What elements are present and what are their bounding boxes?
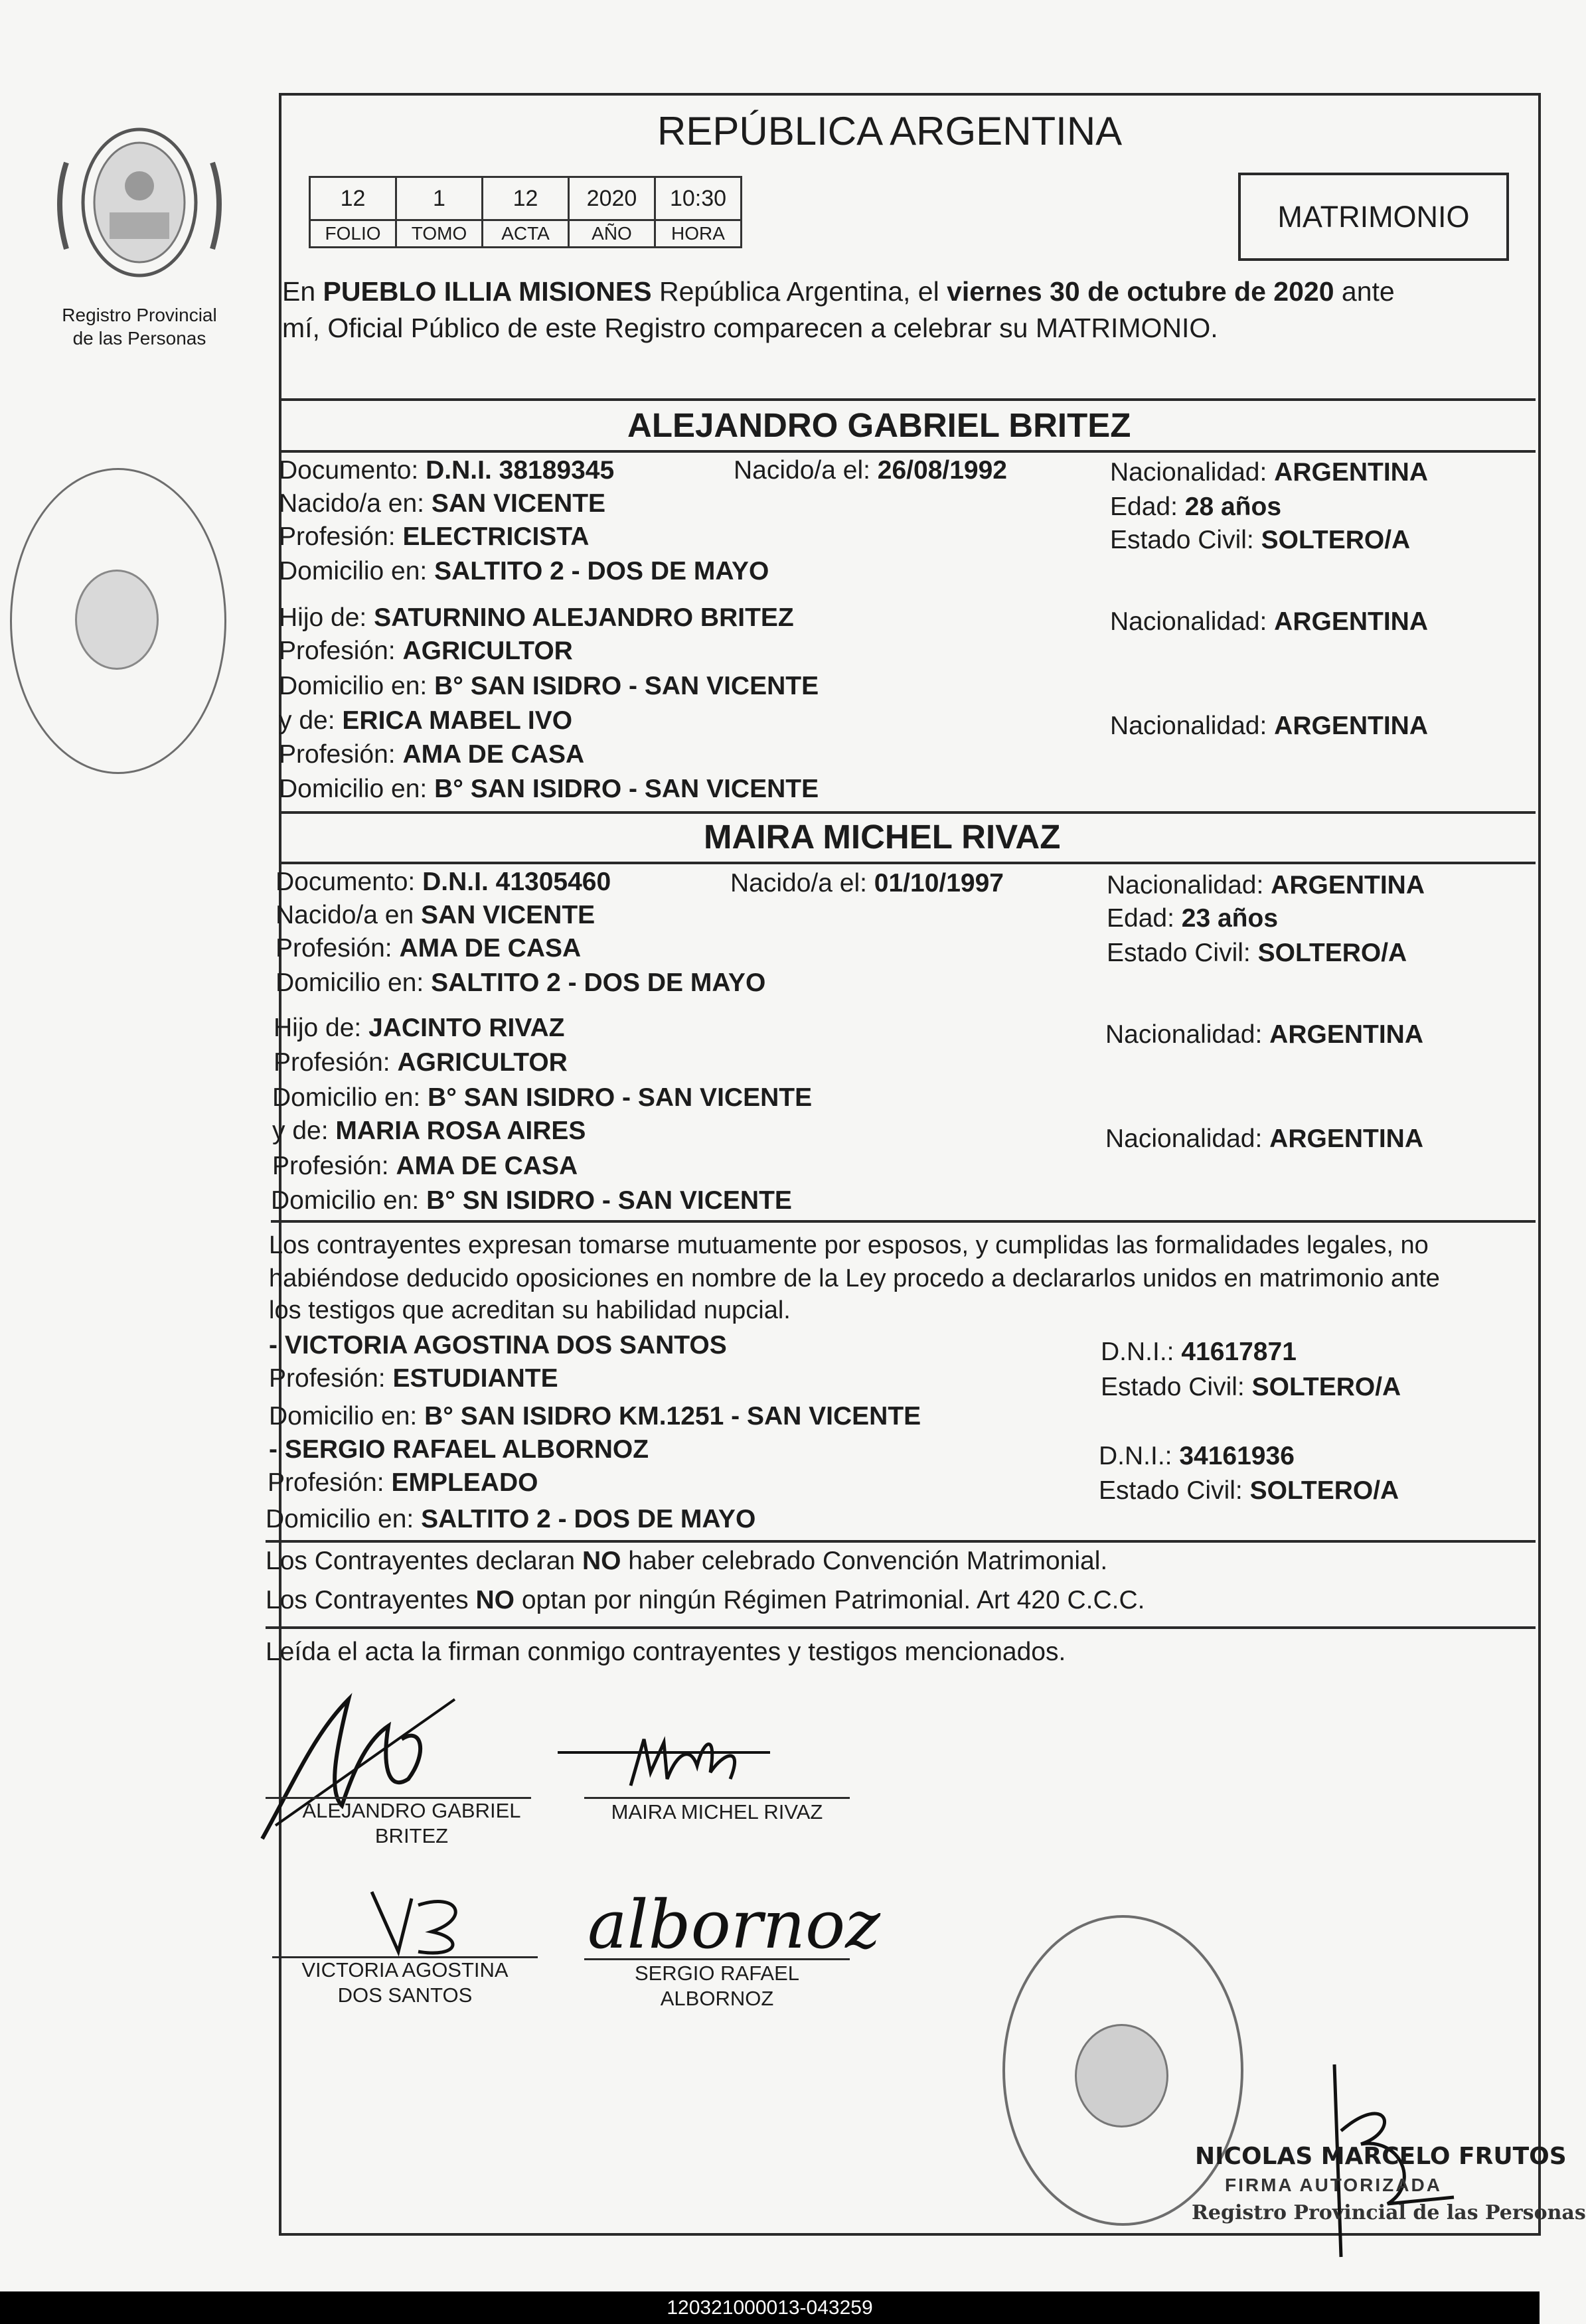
hora-value: 10:30 — [655, 177, 742, 220]
divider — [266, 1626, 1536, 1629]
spouse2-mother-addr — [271, 1185, 792, 1217]
profession-value: AMA DE CASA — [399, 934, 582, 963]
address-label: Domicilio en: — [279, 775, 428, 803]
spouse1-mother — [279, 705, 572, 737]
witness1-profession — [269, 1363, 558, 1395]
born-place-label: Nacido/a en: — [279, 489, 424, 518]
spouse2-born-date — [730, 868, 1004, 899]
spouse1-mother-nat — [1110, 710, 1428, 742]
official-role: FIRMA AUTORIZADA — [1225, 2175, 1442, 2195]
spouse1-born-place — [279, 488, 605, 520]
mother-value: MARIA ROSA AIRES — [335, 1117, 586, 1145]
provincia-misiones-seal-icon — [40, 123, 239, 295]
acta-type-label: MATRIMONIO — [1277, 200, 1470, 234]
spouse1-father-prof — [279, 635, 573, 667]
spouse2-father — [274, 1012, 565, 1044]
registry-logo — [40, 123, 239, 362]
spouse2-born-place — [276, 899, 595, 931]
spouse1-mother-addr — [279, 773, 819, 805]
intro-place: PUEBLO ILLIA MISIONES — [323, 276, 652, 307]
address-label: Domicilio en: — [279, 557, 428, 585]
spouse2-mother-prof — [272, 1150, 578, 1182]
nationality-value: ARGENTINA — [1269, 1124, 1424, 1153]
nationality-label: Nacionalidad: — [1105, 1124, 1263, 1153]
spouse1-born-date — [734, 455, 1007, 487]
witness2-civil — [1099, 1475, 1399, 1507]
civil-value: SOLTERO/A — [1257, 939, 1407, 967]
dni-label: D.N.I.: — [1099, 1442, 1172, 1470]
age-value: 23 años — [1181, 904, 1279, 933]
record-values-row — [310, 177, 742, 220]
divider — [279, 450, 1536, 453]
nationality-value: ARGENTINA — [1274, 458, 1429, 487]
spouse2-address — [276, 967, 765, 999]
spouse1-nationality — [1110, 457, 1428, 489]
spouse2-nationality — [1107, 870, 1425, 901]
address-value: B° SAN ISIDRO - SAN VICENTE — [428, 1083, 813, 1112]
convention-line-1 — [266, 1545, 1107, 1577]
spouse1-age — [1110, 491, 1281, 523]
spouse2-mother-nat — [1105, 1123, 1423, 1155]
page-title: REPÚBLICA ARGENTINA — [657, 109, 1123, 153]
doc-label: Documento: — [276, 868, 416, 896]
born-date-value: 26/08/1992 — [877, 456, 1007, 485]
acta-type-box — [1238, 173, 1509, 261]
doc-label: Documento: — [279, 456, 419, 485]
spouse2-father-nat — [1105, 1019, 1423, 1051]
signature-name-dos-santos-2: DOS SANTOS — [337, 1983, 473, 2007]
dni-value: 34161936 — [1179, 1442, 1295, 1470]
spouse1-doc — [279, 455, 614, 487]
address-label: Domicilio en: — [269, 1402, 418, 1431]
divider — [279, 862, 1536, 864]
signature-name-dos-santos-1: VICTORIA AGOSTINA — [301, 1958, 509, 1981]
witness2-profession — [268, 1467, 538, 1499]
divider — [266, 1540, 1536, 1543]
convention-no: NO — [582, 1547, 621, 1575]
address-value: B° SAN ISIDRO KM.1251 - SAN VICENTE — [424, 1402, 921, 1431]
record-labels-row — [310, 220, 742, 248]
nationality-value: ARGENTINA — [1271, 871, 1425, 899]
intro-line-2: mí, Oficial Público de este Registro comparecen a celebrar su MATRIMONIO. — [282, 313, 1218, 343]
spouse1-address — [279, 556, 769, 587]
spouse2-father-addr — [272, 1082, 812, 1114]
convention-text: haber celebrado Convención Matrimonial. — [621, 1547, 1108, 1575]
mother-label: y de: — [272, 1117, 329, 1145]
born-date-value: 01/10/1997 — [874, 869, 1004, 897]
official-name: NICOLAS MARCELO FRUTOS — [1195, 2143, 1567, 2170]
profession-label: Profesión: — [279, 637, 396, 665]
signature-name-albornoz-1: SERGIO RAFAEL — [634, 1962, 800, 1985]
acta-label: ACTA — [483, 220, 569, 248]
civil-label: Estado Civil: — [1110, 526, 1254, 554]
spouse1-mother-prof — [279, 739, 584, 771]
father-value: SATURNINO ALEJANDRO BRITEZ — [374, 603, 794, 632]
address-value: B° SAN ISIDRO - SAN VICENTE — [434, 775, 819, 803]
nationality-value: ARGENTINA — [1274, 712, 1429, 740]
spouse2-civil — [1107, 937, 1407, 969]
nationality-label: Nacionalidad: — [1110, 712, 1267, 740]
born-date-label: Nacido/a el: — [734, 456, 870, 485]
nationality-value: ARGENTINA — [1274, 607, 1429, 636]
signature-dos-santos-icon — [358, 1879, 491, 1965]
spouse1-name: ALEJANDRO GABRIEL BRITEZ — [627, 406, 1131, 444]
signature-name-albornoz-2: ALBORNOZ — [660, 1987, 774, 2010]
father-label: Hijo de: — [279, 603, 367, 632]
born-date-label: Nacido/a el: — [730, 869, 867, 897]
spouse1-civil — [1110, 524, 1410, 556]
hora-label: HORA — [655, 220, 742, 248]
registry-caption-1: Registro Provincial — [62, 305, 217, 325]
civil-value: SOLTERO/A — [1261, 526, 1411, 554]
intro-text-c: ante — [1334, 276, 1395, 307]
age-label: Edad: — [1110, 493, 1178, 521]
declaration-line-3: los testigos que acreditan su habilidad nupcial. — [269, 1296, 791, 1324]
spouse1-father — [279, 602, 794, 634]
profession-value: AGRICULTOR — [402, 637, 573, 665]
spouse2-father-prof — [274, 1047, 568, 1079]
civil-value: SOLTERO/A — [1249, 1476, 1399, 1505]
witness2-dni — [1099, 1440, 1295, 1472]
profession-value: ELECTRICISTA — [402, 522, 590, 551]
civil-value: SOLTERO/A — [1251, 1373, 1401, 1401]
witness1-civil — [1101, 1371, 1401, 1403]
address-label: Domicilio en: — [272, 1083, 421, 1112]
address-value: SALTITO 2 - DOS DE MAYO — [421, 1505, 756, 1533]
intro-text-a: En — [282, 276, 323, 307]
spouse1-profession — [279, 521, 589, 553]
doc-value: D.N.I. 38189345 — [426, 456, 615, 485]
address-label: Domicilio en: — [279, 672, 428, 700]
closing-statement: Leída el acta la firman conmigo contrayentes y testigos mencionados. — [266, 1638, 1066, 1666]
anio-value: 2020 — [569, 177, 655, 220]
folio-label: FOLIO — [310, 220, 396, 248]
witness2-name: - SERGIO RAFAEL ALBORNOZ — [269, 1435, 649, 1464]
address-value: B° SN ISIDRO - SAN VICENTE — [426, 1186, 792, 1215]
nationality-label: Nacionalidad: — [1107, 871, 1264, 899]
divider — [279, 398, 1536, 401]
spouse2-age — [1107, 903, 1278, 935]
signature-name-rivaz: MAIRA MICHEL RIVAZ — [611, 1800, 823, 1823]
nationality-value: ARGENTINA — [1269, 1020, 1424, 1049]
profession-value: ESTUDIANTE — [392, 1364, 558, 1393]
father-label: Hijo de: — [274, 1014, 362, 1042]
witness2-address — [266, 1504, 755, 1535]
official-org: Registro Provincial de las Personas — [1192, 2201, 1586, 2224]
born-place-value: SAN VICENTE — [420, 901, 595, 929]
born-place-label: Nacido/a en — [276, 901, 414, 929]
convention-text: Los Contrayentes — [266, 1586, 476, 1614]
profession-value: AMA DE CASA — [396, 1152, 578, 1180]
address-label: Domicilio en: — [276, 968, 424, 997]
profession-label: Profesión: — [276, 934, 392, 963]
profession-value: EMPLEADO — [391, 1468, 538, 1497]
signature-rivaz-icon — [551, 1726, 770, 1806]
registry-caption-2: de las Personas — [72, 328, 206, 349]
convention-text: Los Contrayentes declaran — [266, 1547, 582, 1575]
spouse1-father-addr — [279, 670, 819, 702]
convention-line-2 — [266, 1585, 1145, 1616]
spouse2-name: MAIRA MICHEL RIVAZ — [704, 818, 1061, 856]
address-value: SALTITO 2 - DOS DE MAYO — [431, 968, 766, 997]
delegation-stamp-left — [10, 468, 226, 774]
folio-value: 12 — [310, 177, 396, 220]
signature-name-britez-1: ALEJANDRO GABRIEL — [302, 1799, 521, 1822]
declaration-line-2: habiéndose deducido oposiciones en nombre de la Ley procedo a declararlos unidos en matrimonio ante — [269, 1265, 1440, 1292]
address-value: SALTITO 2 - DOS DE MAYO — [434, 557, 769, 585]
profession-label: Profesión: — [268, 1468, 384, 1497]
nationality-label: Nacionalidad: — [1110, 607, 1267, 636]
profession-label: Profesión: — [272, 1152, 389, 1180]
spouse1-father-nat — [1110, 606, 1428, 638]
footer-code: 120321000013-043259 — [0, 2291, 1540, 2324]
nationality-label: Nacionalidad: — [1105, 1020, 1263, 1049]
mother-label: y de: — [279, 706, 335, 735]
spouse2-mother — [272, 1115, 586, 1147]
acta-value: 12 — [483, 177, 569, 220]
profession-value: AGRICULTOR — [397, 1048, 568, 1077]
witness1-name: - VICTORIA AGOSTINA DOS SANTOS — [269, 1331, 727, 1359]
stamp-emblem-icon — [1075, 2024, 1168, 2128]
civil-label: Estado Civil: — [1101, 1373, 1245, 1401]
divider — [271, 1220, 1536, 1223]
intro-line-1 — [282, 275, 1395, 307]
tomo-value: 1 — [396, 177, 483, 220]
doc-value: D.N.I. 41305460 — [422, 868, 611, 896]
profession-label: Profesión: — [279, 740, 396, 769]
profession-label: Profesión: — [274, 1048, 390, 1077]
mother-value: ERICA MABEL IVO — [342, 706, 573, 735]
born-place-value: SAN VICENTE — [431, 489, 606, 518]
address-label: Domicilio en: — [266, 1505, 414, 1533]
divider — [279, 811, 1536, 814]
stamp-emblem-icon — [75, 570, 159, 670]
record-fields-table — [309, 176, 742, 248]
witness1-dni — [1101, 1336, 1297, 1368]
spouse2-doc — [276, 866, 611, 898]
civil-label: Estado Civil: — [1099, 1476, 1243, 1505]
declaration-line-1: Los contrayentes expresan tomarse mutuamente por esposos, y cumplidas las formalidades legales, no — [269, 1231, 1429, 1259]
dni-value: 41617871 — [1181, 1338, 1297, 1366]
profession-label: Profesión: — [279, 522, 396, 551]
civil-label: Estado Civil: — [1107, 939, 1251, 967]
address-label: Domicilio en: — [271, 1186, 420, 1215]
delegation-stamp-right — [1002, 1915, 1243, 2226]
signature-name-britez-2: BRITEZ — [374, 1824, 449, 1847]
address-value: B° SAN ISIDRO - SAN VICENTE — [434, 672, 819, 700]
profession-value: AMA DE CASA — [402, 740, 585, 769]
intro-text-b: República Argentina, el — [651, 276, 947, 307]
tomo-label: TOMO — [396, 220, 483, 248]
nationality-label: Nacionalidad: — [1110, 458, 1267, 487]
convention-text: optan por ningún Régimen Patrimonial. Art 420 C.C.C. — [515, 1586, 1145, 1614]
anio-label: AÑO — [569, 220, 655, 248]
profession-label: Profesión: — [269, 1364, 386, 1393]
dni-label: D.N.I.: — [1101, 1338, 1174, 1366]
age-label: Edad: — [1107, 904, 1174, 933]
spouse2-profession — [276, 933, 581, 965]
intro-date: viernes 30 de octubre de 2020 — [947, 276, 1334, 307]
convention-no: NO — [475, 1586, 515, 1614]
witness1-address — [269, 1401, 921, 1433]
age-value: 28 años — [1184, 493, 1282, 521]
signature-albornoz-handwriting: albornoz — [588, 1886, 880, 1964]
father-value: JACINTO RIVAZ — [368, 1014, 565, 1042]
